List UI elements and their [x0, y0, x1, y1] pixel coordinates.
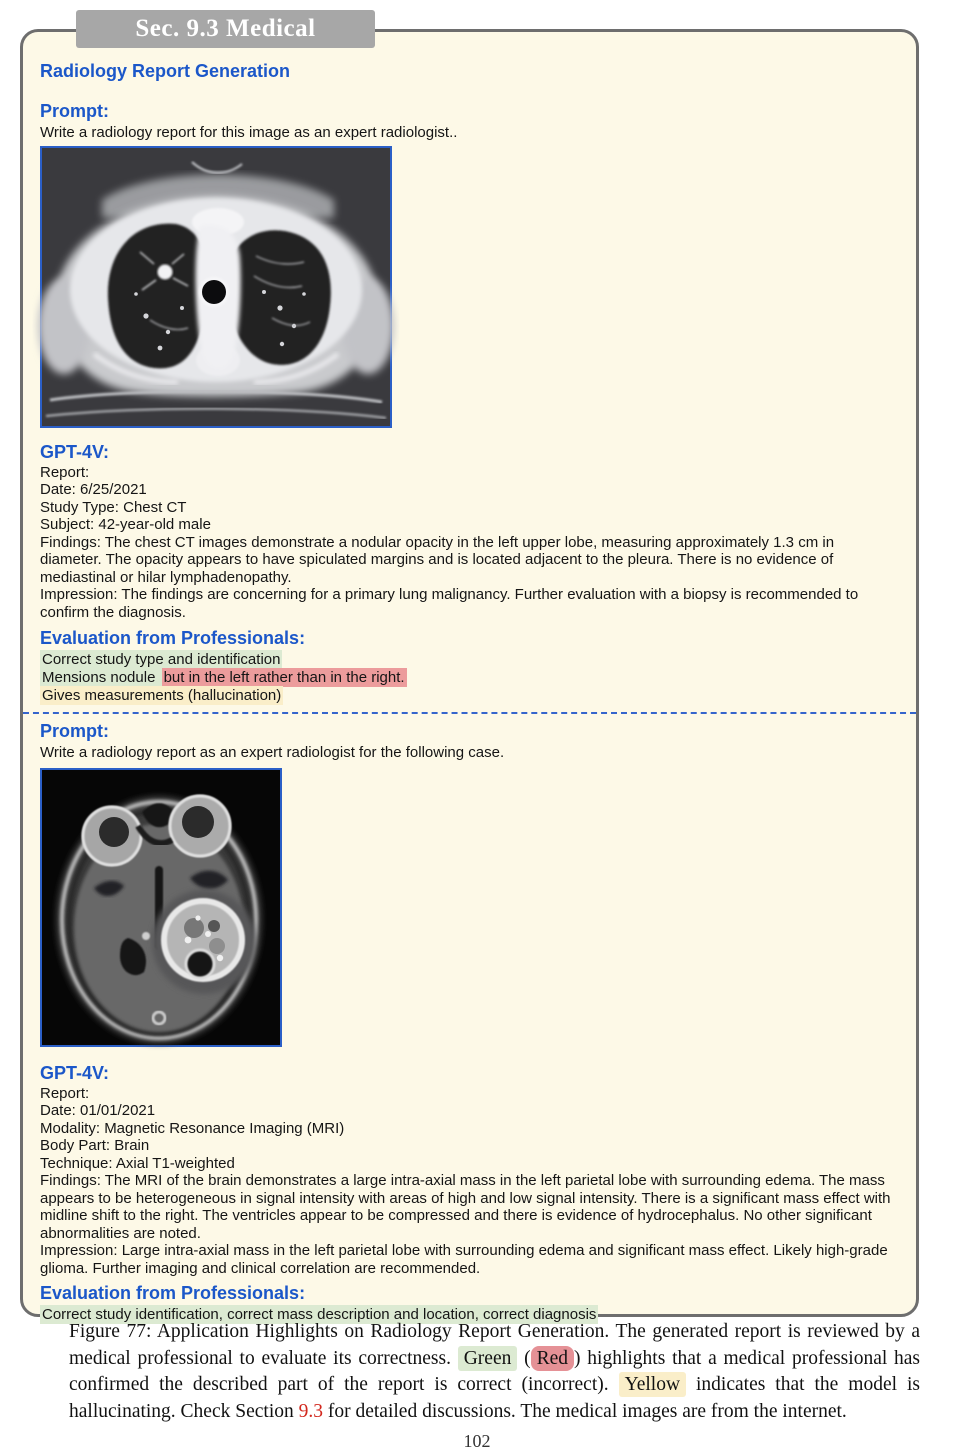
highlighted-text: Green	[458, 1346, 518, 1371]
text-segment: indicates that the model is hallucinating. Check Section	[69, 1374, 920, 1422]
report-line: Technique: Axial T1-weighted	[40, 1154, 235, 1172]
text-segment: Figure 77: Application Highlights on Radiology Report Generation. The generated report is reviewed by a medical professional to evaluate its correctness.	[69, 1321, 920, 1369]
evaluation-label-2: Evaluation from Professionals:	[40, 1283, 306, 1303]
report-line: Report:	[40, 463, 90, 481]
evaluation-line	[40, 651, 899, 669]
prompt-text-1: Write a radiology report for this image as an expert radiologist..	[40, 124, 458, 141]
highlighted-text: but in the left rather than in the right.	[163, 669, 405, 686]
highlighted-text: Gives measurements (hallucination)	[42, 687, 282, 704]
chest-ct-image	[40, 146, 392, 428]
text-segment: for detailed discussions. The medical images are from the internet.	[323, 1400, 847, 1422]
highlighted-text: Yellow	[619, 1372, 686, 1397]
section-badge-label: Sec. 9.3 Medical	[135, 15, 316, 42]
report-line: Findings: The MRI of the brain demonstrates a large intra-axial mass in the left parietal lobe with surrounding edema. The mass appears to be heterogeneous in signal intensity with areas of high and low signal intensity. There is a significant mass effect with midline shift to the right. The ventricles appear to be compressed and there is evidence of hydrocephalus. No other significant abnormalities are noted.	[40, 1172, 891, 1242]
prompt-text-2: Write a radiology report as an expert radiologist for the following case.	[40, 744, 505, 761]
highlighted-text: Correct study identification, correct mass description and location, correct diagnosis	[42, 1306, 597, 1323]
evaluation-line	[40, 687, 899, 705]
prompt-label-2: Prompt:	[40, 721, 109, 741]
report-line: Findings: The chest CT images demonstrate a nodular opacity in the left upper lobe, measuring approximately 1.3 cm in diameter. The opacity appears to have spiculated margins and is located adjacent to the pleura. There is no evidence of mediastinal or hilar lymphadenopathy.	[40, 533, 835, 586]
text-segment: (	[517, 1347, 531, 1369]
figure-caption	[69, 1319, 920, 1425]
case-divider	[23, 712, 916, 714]
evaluation-line	[40, 669, 899, 687]
report-line: Impression: The findings are concerning for a primary lung malignancy. Further evaluation with a biopsy is recommended to confirm the diagnosis.	[40, 586, 859, 621]
text-segment: ) highlights that a medical professional has confirmed the described part of the report is correct (incorrect).	[69, 1347, 921, 1395]
highlighted-text: Red	[531, 1346, 574, 1371]
brain-mri-image	[40, 768, 282, 1047]
highlighted-text: Mensions nodule	[42, 669, 160, 686]
gpt4v-report-1	[40, 464, 899, 622]
report-line: Subject: 42-year-old male	[40, 516, 211, 533]
report-line: Date: 6/25/2021	[40, 481, 147, 498]
gpt4v-label-2: GPT-4V:	[40, 1062, 110, 1083]
chest-ct-graphic	[42, 148, 390, 426]
report-line: Body Part: Brain	[40, 1137, 150, 1154]
figure-panel	[20, 29, 919, 1323]
prompt-label-1: Prompt:	[40, 101, 109, 121]
brain-mri-graphic	[42, 770, 280, 1045]
page-number: 102	[463, 1431, 491, 1451]
report-line: Study Type: Chest CT	[40, 498, 187, 516]
report-line: Modality: Magnetic Resonance Imaging (MRI)	[40, 1119, 345, 1137]
evaluation-1	[40, 651, 899, 705]
gpt4v-report-2	[40, 1085, 899, 1278]
panel-title: Radiology Report Generation	[40, 61, 291, 81]
text-segment: 9.3	[298, 1400, 323, 1422]
gpt4v-label-1: GPT-4V:	[40, 441, 110, 462]
section-badge	[76, 10, 375, 48]
highlighted-text: Correct study type and identification	[42, 651, 281, 668]
report-line: Report:	[40, 1084, 90, 1102]
report-line: Date: 01/01/2021	[40, 1102, 156, 1119]
evaluation-label-1: Evaluation from Professionals:	[40, 628, 306, 648]
report-line: Impression: Large intra-axial mass in the left parietal lobe with surrounding edema and significant mass effect. Likely high-grade glioma. Further imaging and clinical correlation are recommended.	[40, 1242, 888, 1277]
